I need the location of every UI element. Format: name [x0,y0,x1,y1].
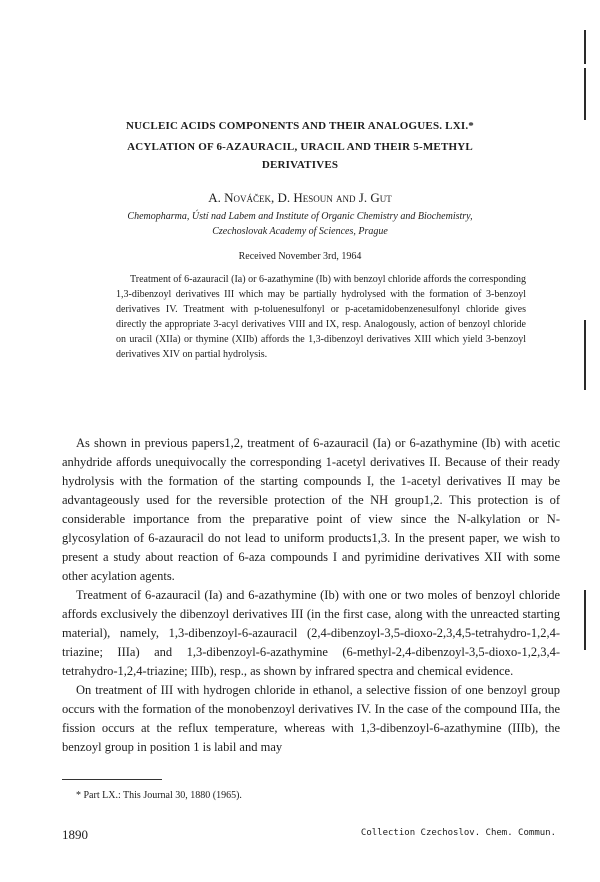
footnote: * Part LX.: This Journal 30, 1880 (1965). [76,790,242,801]
page-number: 1890 [62,827,88,842]
body-paragraph: On treatment of III with hydrogen chloride in ethanol, a selective fission of one benzoyl group occurs with the formation of the monobenzoyl derivatives IV. In the case of the compound IIIa, the fission occurs at the reflux temperature, whereas with 1,3-dibenzoyl-6-azathymine (IIIb), the benzoyl group in position 1 is labil and may [62,683,560,754]
scan-edge-mark [584,590,586,650]
received-date: Received November 3rd, 1964 [238,251,362,262]
footnote-rule [62,779,162,780]
body-paragraph: As shown in previous papers1,2, treatment of 6-azauracil (Ia) or 6-azathymine (Ib) with acetic anhydride affords unequivocally the corresponding 1-acetyl derivatives II. Because of their ready hydrolysis with the formation of the starting compounds I, the 1-acetyl derivatives II may be advantageously used for the reversible protection of the NH group1,2. This protection is of considerable importance from the preparative point of view since the N-alkylation or N-glycosylation of 6-azauracil do not lead to uniform products1,3. In the present paper, we wish to present a study about reaction of 6-aza compounds I and pyrimidine derivatives XII with some other acylation agents. [62,436,560,583]
affiliation-line-1: Chemopharma, Ústí nad Labem and Institute of Organic Chemistry and Biochemistry, [127,211,473,222]
article-title-line-2: ACYLATION OF 6-AZAURACIL, URACIL AND THEIR 5-METHYL [127,141,473,153]
article-title-line-1: NUCLEIC ACIDS COMPONENTS AND THEIR ANALOGUES. LXI.* [125,120,474,132]
abstract-text: Treatment of 6-azauracil (Ia) or 6-azathymine (Ib) with benzoyl chloride affords the corresponding 1,3-dibenzoyl derivatives III which may be partially hydrolysed with the formation of 3-benzoyl derivatives IV. Treatment with p-toluenesulfonyl or p-acetamidobenzenesulfonyl chloride gives directly the appropriate 3-acyl derivatives VIII and IX, resp. Analogously, action of benzoyl chloride on uracil (XIIa) or thymine (XIIb) affords the 1,3-dibenzoyl derivatives XIII which yield 3-benzoyl derivatives XIV on partial hydrolysis. [116,274,526,360]
scan-edge-mark [584,30,586,64]
journal-name: Collection Czechoslov. Chem. Commun. [360,828,556,838]
scan-edge-mark [584,320,586,390]
abstract [116,272,526,362]
scan-edge-mark [584,68,586,120]
article-body [62,434,560,757]
authors: A. Nováček, D. Hesoun and J. Gut [208,190,392,205]
body-paragraph: Treatment of 6-azauracil (Ia) and 6-azathymine (Ib) with one or two moles of benzoyl chloride affords exclusively the dibenzoyl derivatives III (in the first case, along with the unreacted starting material), namely, 1,3-dibenzoyl-6-azauracil (2,4-dibenzoyl-3,5-dioxo-2,3,4,5-tetrahydro-1,2,4-triazine; IIIa) and 1,3-dibenzoyl-6-azathymine (6-methyl-2,4-dibenzoyl-3,5-dioxo-1,2,3,4-tetrahydro-1,2,4-triazine; IIIb), resp., as shown by infrared spectra and chemical evidence. [62,588,560,678]
affiliation [60,209,540,239]
article-title-line-3: DERIVATIVES [261,159,339,171]
affiliation-line-2: Czechoslovak Academy of Sciences, Prague [212,226,388,237]
